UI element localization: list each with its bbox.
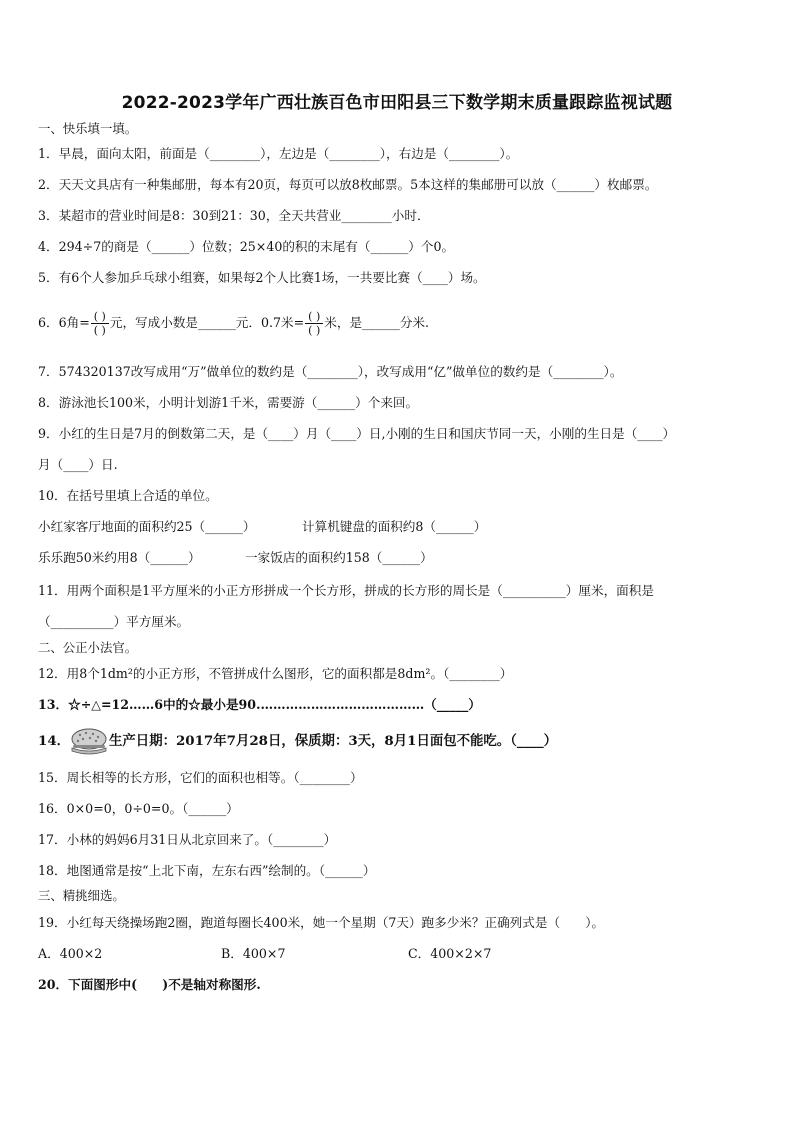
question-2: 2．天天文具店有一种集邮册，每本有20页，每页可以放8枚邮票。5本这样的集邮册可以放（______）枚邮票。: [38, 177, 658, 192]
question-5: 5．有6个人参加乒乓球小组赛，如果每2个人比赛1场，一共要比赛（____）场。: [38, 270, 486, 285]
section-heading-2: 二、公正小法官。: [38, 640, 138, 655]
question-12: [38, 666, 512, 682]
question-4: 4．294÷7的商是（______）位数；25×40的积的末尾有（______）个0。: [38, 239, 455, 254]
unit-dm2: 8dm²: [397, 666, 431, 681]
question-9-line-2: 月（____）日.: [38, 457, 118, 472]
question-19-option-c: C．400×2×7: [408, 946, 492, 961]
question-1: 1．早晨，面向太阳，前面是（________），左边是（________），右边是（________）。: [38, 146, 519, 161]
fraction-numerator: ( ): [93, 310, 106, 323]
question-9-line-1: 9．小红的生日是7月的倒数第二天，是（____）月（____）日,小刚的生日和国庆节同一天，小刚的生日是（____）: [38, 426, 676, 441]
question-11-line-1: 11．用两个面积是1平方厘米的小正方形拼成一个长方形，拼成的长方形的周长是（__________）厘米，面积是: [38, 583, 654, 598]
section-heading-1: 一、快乐填一填。: [38, 121, 138, 136]
q6-text-a: 6．6角=: [38, 315, 90, 330]
question-19: 19．小红每天绕操场跑2圈，跑道每圈长400米，她一个星期（7天）跑多少米？正确列式是（ ）。: [38, 915, 605, 930]
question-19-option-a: A．400×2: [38, 946, 103, 961]
question-16: 16．0×0=0，0÷0=0。（______）: [38, 801, 239, 816]
fraction-denominator: ( ): [91, 323, 109, 337]
bread-icon: [70, 727, 108, 757]
q12-text-a: 12．用8个: [38, 666, 100, 681]
fraction-numerator: ( ): [308, 310, 321, 323]
question-8: 8．游泳池长100米，小明计划游1千米，需要游（______）个来回。: [38, 395, 419, 410]
page-title: 2022-2023学年广西壮族百色市田阳县三下数学期末质量跟踪监视试题: [121, 93, 673, 113]
question-14: [38, 726, 557, 757]
q14-number: 14．: [38, 733, 71, 749]
unit-dm2: 1dm²: [99, 666, 133, 681]
question-10-item-2: 计算机键盘的面积约8（______）: [302, 519, 487, 534]
fraction-blank-1: [91, 310, 109, 337]
q6-text-b: 元，写成小数是______元．0.7米=: [109, 315, 305, 330]
fraction-denominator: ( ): [305, 323, 323, 337]
question-7: 7．574320137改写成用“万”做单位的数约是（________），改写成用“亿”做单位的数约是（________）。: [38, 364, 623, 379]
question-10-item-1: 小红家客厅地面的面积约25（______）: [38, 519, 256, 534]
question-6: [38, 307, 429, 339]
question-11-line-2: （__________）平方厘米。: [38, 614, 190, 629]
q6-text-c: 米，是______分米.: [324, 315, 430, 330]
question-18: 18．地图通常是按“上北下南，左东右西”绘制的。（______）: [38, 863, 376, 878]
section-heading-3: 三、精挑细选。: [38, 888, 125, 903]
question-17: 17．小林的妈妈6月31日从北京回来了。（________）: [38, 832, 337, 847]
q14-text: 生产日期：2017年7月28日，保质期：3天，8月1日面包不能吃。（____）: [109, 733, 558, 749]
question-10: 10．在括号里填上合适的单位。: [38, 488, 218, 503]
question-20: 20．下面图形中( )不是轴对称图形.: [38, 977, 261, 992]
q12-text-b: 的小正方形，不管拼成什么图形，它的面积都是: [132, 666, 398, 681]
question-3: 3．某超市的营业时间是8：30到21：30，全天共营业________小时．: [38, 208, 430, 223]
question-13: 13．☆÷△=12……6中的☆最小是90.…………………………………（_____）: [38, 697, 481, 712]
question-19-option-b: B．400×7: [221, 946, 286, 961]
question-10-item-3: 乐乐跑50米约用8（______）: [38, 550, 201, 565]
question-15: 15．周长相等的长方形，它们的面积也相等。（________）: [38, 770, 363, 785]
q12-text-c: 。（________）: [430, 666, 513, 681]
question-10-item-4: 一家饭店的面积约158（______）: [245, 550, 433, 565]
fraction-blank-2: [305, 310, 323, 337]
